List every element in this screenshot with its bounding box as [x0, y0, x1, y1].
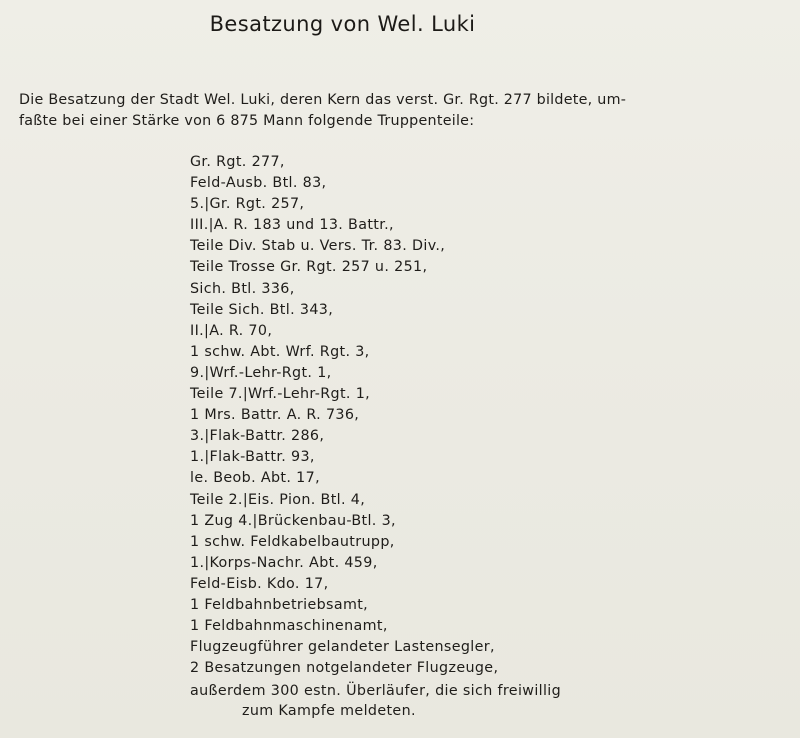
unit-list-item: Teile Sich. Btl. 343, [190, 301, 334, 318]
unit-list-item: 1 Feldbahnbetriebsamt, [190, 596, 369, 613]
unit-list-item: II.|A. R. 70, [190, 322, 273, 339]
unit-list-item: Flugzeugführer gelandeter Lastensegler, [190, 639, 495, 656]
closing-line: außerdem 300 estn. Überläufer, die sich freiwillig [190, 683, 562, 699]
intro-line: faßte bei einer Stärke von 6 875 Mann folgende Truppenteile: [19, 113, 475, 129]
unit-list-item: Feld-Eisb. Kdo. 17, [190, 575, 329, 592]
unit-list-item: le. Beob. Abt. 17, [190, 470, 320, 487]
closing-note [190, 681, 561, 721]
unit-list-item: Gr. Rgt. 277, [190, 154, 285, 170]
unit-list-item: Teile Div. Stab u. Vers. Tr. 83. Div., [190, 238, 446, 255]
intro-line: Die Besatzung der Stadt Wel. Luki, deren Kern das verst. Gr. Rgt. 277 bildete, um- [19, 92, 627, 108]
unit-list-item: III.|A. R. 183 und 13. Battr., [190, 217, 394, 234]
unit-list [190, 152, 498, 679]
unit-list-item: 1 schw. Abt. Wrf. Rgt. 3, [190, 343, 370, 360]
unit-list-item: 1 schw. Feldkabelbautrupp, [190, 533, 395, 550]
unit-list-item: Teile 7.|Wrf.-Lehr-Rgt. 1, [190, 386, 371, 403]
unit-list-item: 1 Mrs. Battr. A. R. 736, [190, 407, 360, 424]
unit-list-item: 1 Feldbahnmaschinenamt, [190, 618, 388, 635]
unit-list-item: 5.|Gr. Rgt. 257, [190, 196, 305, 213]
intro-paragraph [19, 90, 679, 132]
unit-list-item: 1 Zug 4.|Brückenbau-Btl. 3, [190, 512, 396, 529]
closing-line: zum Kampfe meldeten. [242, 703, 416, 719]
unit-list-item: 2 Besatzungen notgelandeter Flugzeuge, [190, 660, 499, 677]
unit-list-item: 1.|Korps-Nachr. Abt. 459, [190, 554, 378, 571]
unit-list-item: Teile 2.|Eis. Pion. Btl. 4, [190, 491, 366, 508]
unit-list-item: 1.|Flak-Battr. 93, [190, 449, 315, 466]
unit-list-item: 3.|Flak-Battr. 286, [190, 428, 325, 445]
page-title: Besatzung von Wel. Luki [209, 12, 476, 36]
unit-list-item: 9.|Wrf.-Lehr-Rgt. 1, [190, 364, 332, 381]
unit-list-item: Sich. Btl. 336, [190, 280, 295, 297]
unit-list-item: Feld-Ausb. Btl. 83, [190, 175, 327, 192]
unit-list-item: Teile Trosse Gr. Rgt. 257 u. 251, [190, 259, 428, 276]
